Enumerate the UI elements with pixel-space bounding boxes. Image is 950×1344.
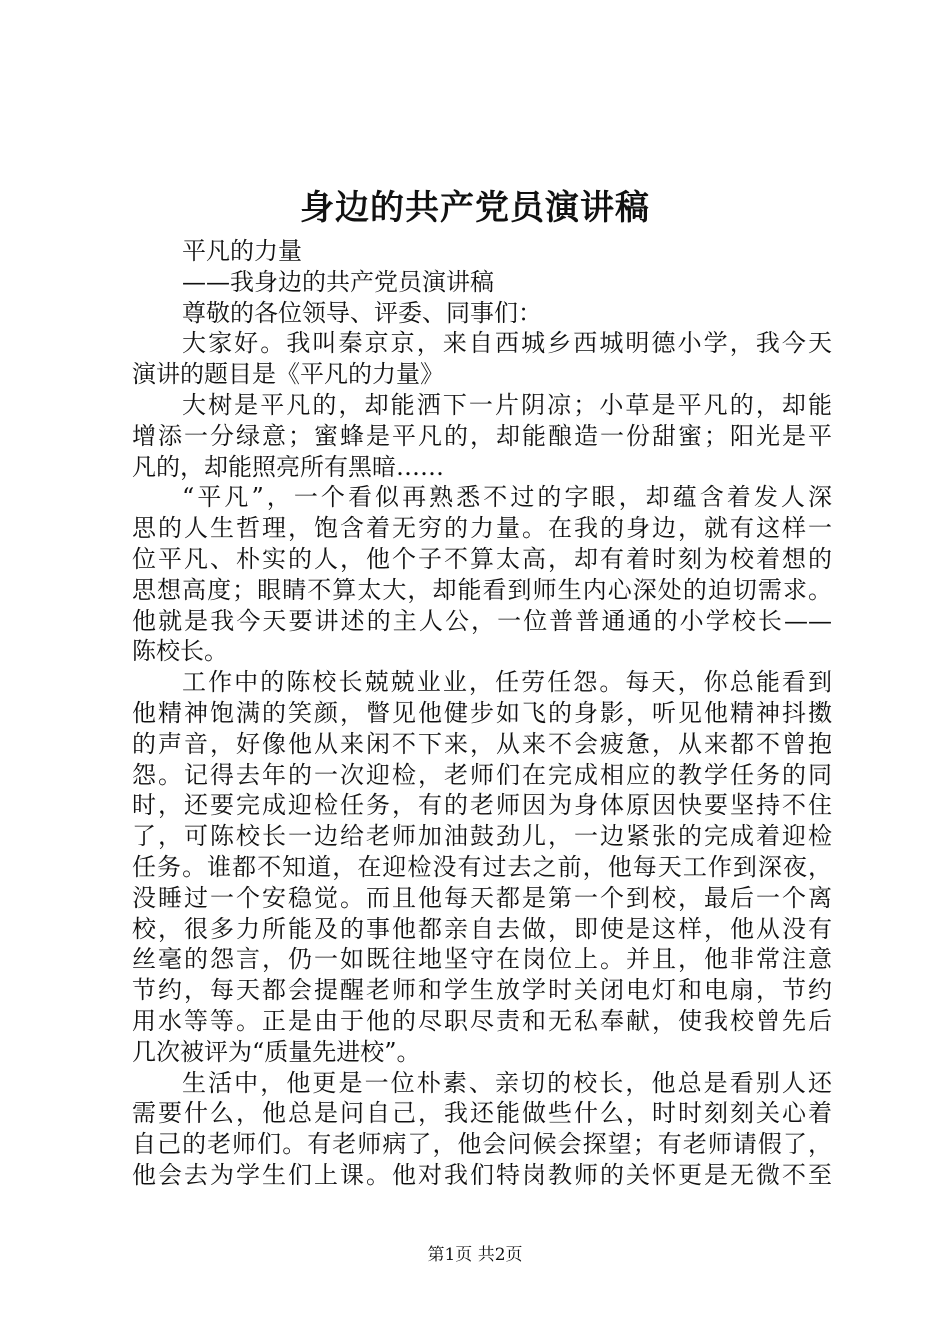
text-line: 校，很多力所能及的事他都亲自去做，即使是这样，他从没有 xyxy=(132,914,832,943)
text-line: 他就是我今天要讲述的主人公，一位普普通通的小学校长—— xyxy=(132,606,832,635)
text-line: 他会去为学生们上课。他对我们特岗教师的关怀更是无微不至 xyxy=(132,1160,832,1189)
text-line: 增添一分绿意；蜜蜂是平凡的，却能酿造一份甜蜜；阳光是平 xyxy=(132,421,832,450)
text-line: 演讲的题目是《平凡的力量》 xyxy=(132,360,444,389)
text-line: 丝毫的怨言，仍一如既往地坚守在岗位上。并且，他非常注意 xyxy=(132,945,832,974)
text-line: 平凡的力量 xyxy=(182,237,302,265)
text-line: 用水等等。正是由于他的尽职尽责和无私奉献，使我校曾先后 xyxy=(132,1006,832,1035)
text-line: 工作中的陈校长兢兢业业，任劳任怨。每天，你总能看到 xyxy=(182,668,832,697)
text-line: 大树是平凡的，却能洒下一片阴凉；小草是平凡的，却能 xyxy=(182,390,832,419)
text-line: 尊敬的各位领导、评委、同事们： xyxy=(182,298,542,327)
text-line: “平凡”，一个看似再熟悉不过的字眼，却蕴含着发人深 xyxy=(182,483,832,512)
text-line: 了，可陈校长一边给老师加油鼓劲儿，一边紧张的完成着迎检 xyxy=(132,822,832,851)
text-line: 位平凡、朴实的人，他个子不算太高，却有着时刻为校着想的 xyxy=(132,544,832,573)
text-line: 思的人生哲理，饱含着无穷的力量。在我的身边，就有这样一 xyxy=(132,514,832,543)
text-line: 凡的，却能照亮所有黑暗…… xyxy=(132,452,444,481)
text-line: 时，还要完成迎检任务，有的老师因为身体原因快要坚持不住 xyxy=(132,791,832,820)
text-line: ——我身边的共产党员演讲稿 xyxy=(182,267,494,296)
text-line: 的声音，好像他从来闲不下来，从来不会疲惫，从来都不曾抱 xyxy=(132,729,832,758)
text-line: 任务。谁都不知道，在迎检没有过去之前，他每天工作到深夜， xyxy=(132,852,832,881)
text-line: 大家好。我叫秦京京，来自西城乡西城明德小学，我今天 xyxy=(182,329,832,358)
text-line: 怨。记得去年的一次迎检，老师们在完成相应的教学任务的同 xyxy=(132,760,832,789)
text-line: 生活中，他更是一位朴素、亲切的校长，他总是看别人还 xyxy=(182,1068,832,1097)
document-title: 身边的共产党员演讲稿 xyxy=(300,188,650,228)
document-body xyxy=(132,236,832,1191)
text-line: 没睡过一个安稳觉。而且他每天都是第一个到校，最后一个离 xyxy=(132,883,832,912)
text-line: 自己的老师们。有老师病了，他会问候会探望；有老师请假了， xyxy=(132,1130,832,1159)
text-line: 需要什么，他总是问自己，我还能做些什么，时时刻刻关心着 xyxy=(132,1099,832,1128)
text-line: 节约，每天都会提醒老师和学生放学时关闭电灯和电扇，节约 xyxy=(132,976,832,1005)
text-line: 思想高度；眼睛不算太大，却能看到师生内心深处的迫切需求。 xyxy=(132,575,832,604)
text-line: 几次被评为“质量先进校”。 xyxy=(132,1037,421,1066)
page-footer: 第1页 共2页 xyxy=(427,1245,523,1265)
text-line: 他精神饱满的笑颜，瞥见他健步如飞的身影，听见他精神抖擞 xyxy=(132,698,832,727)
text-line: 陈校长。 xyxy=(132,637,228,666)
